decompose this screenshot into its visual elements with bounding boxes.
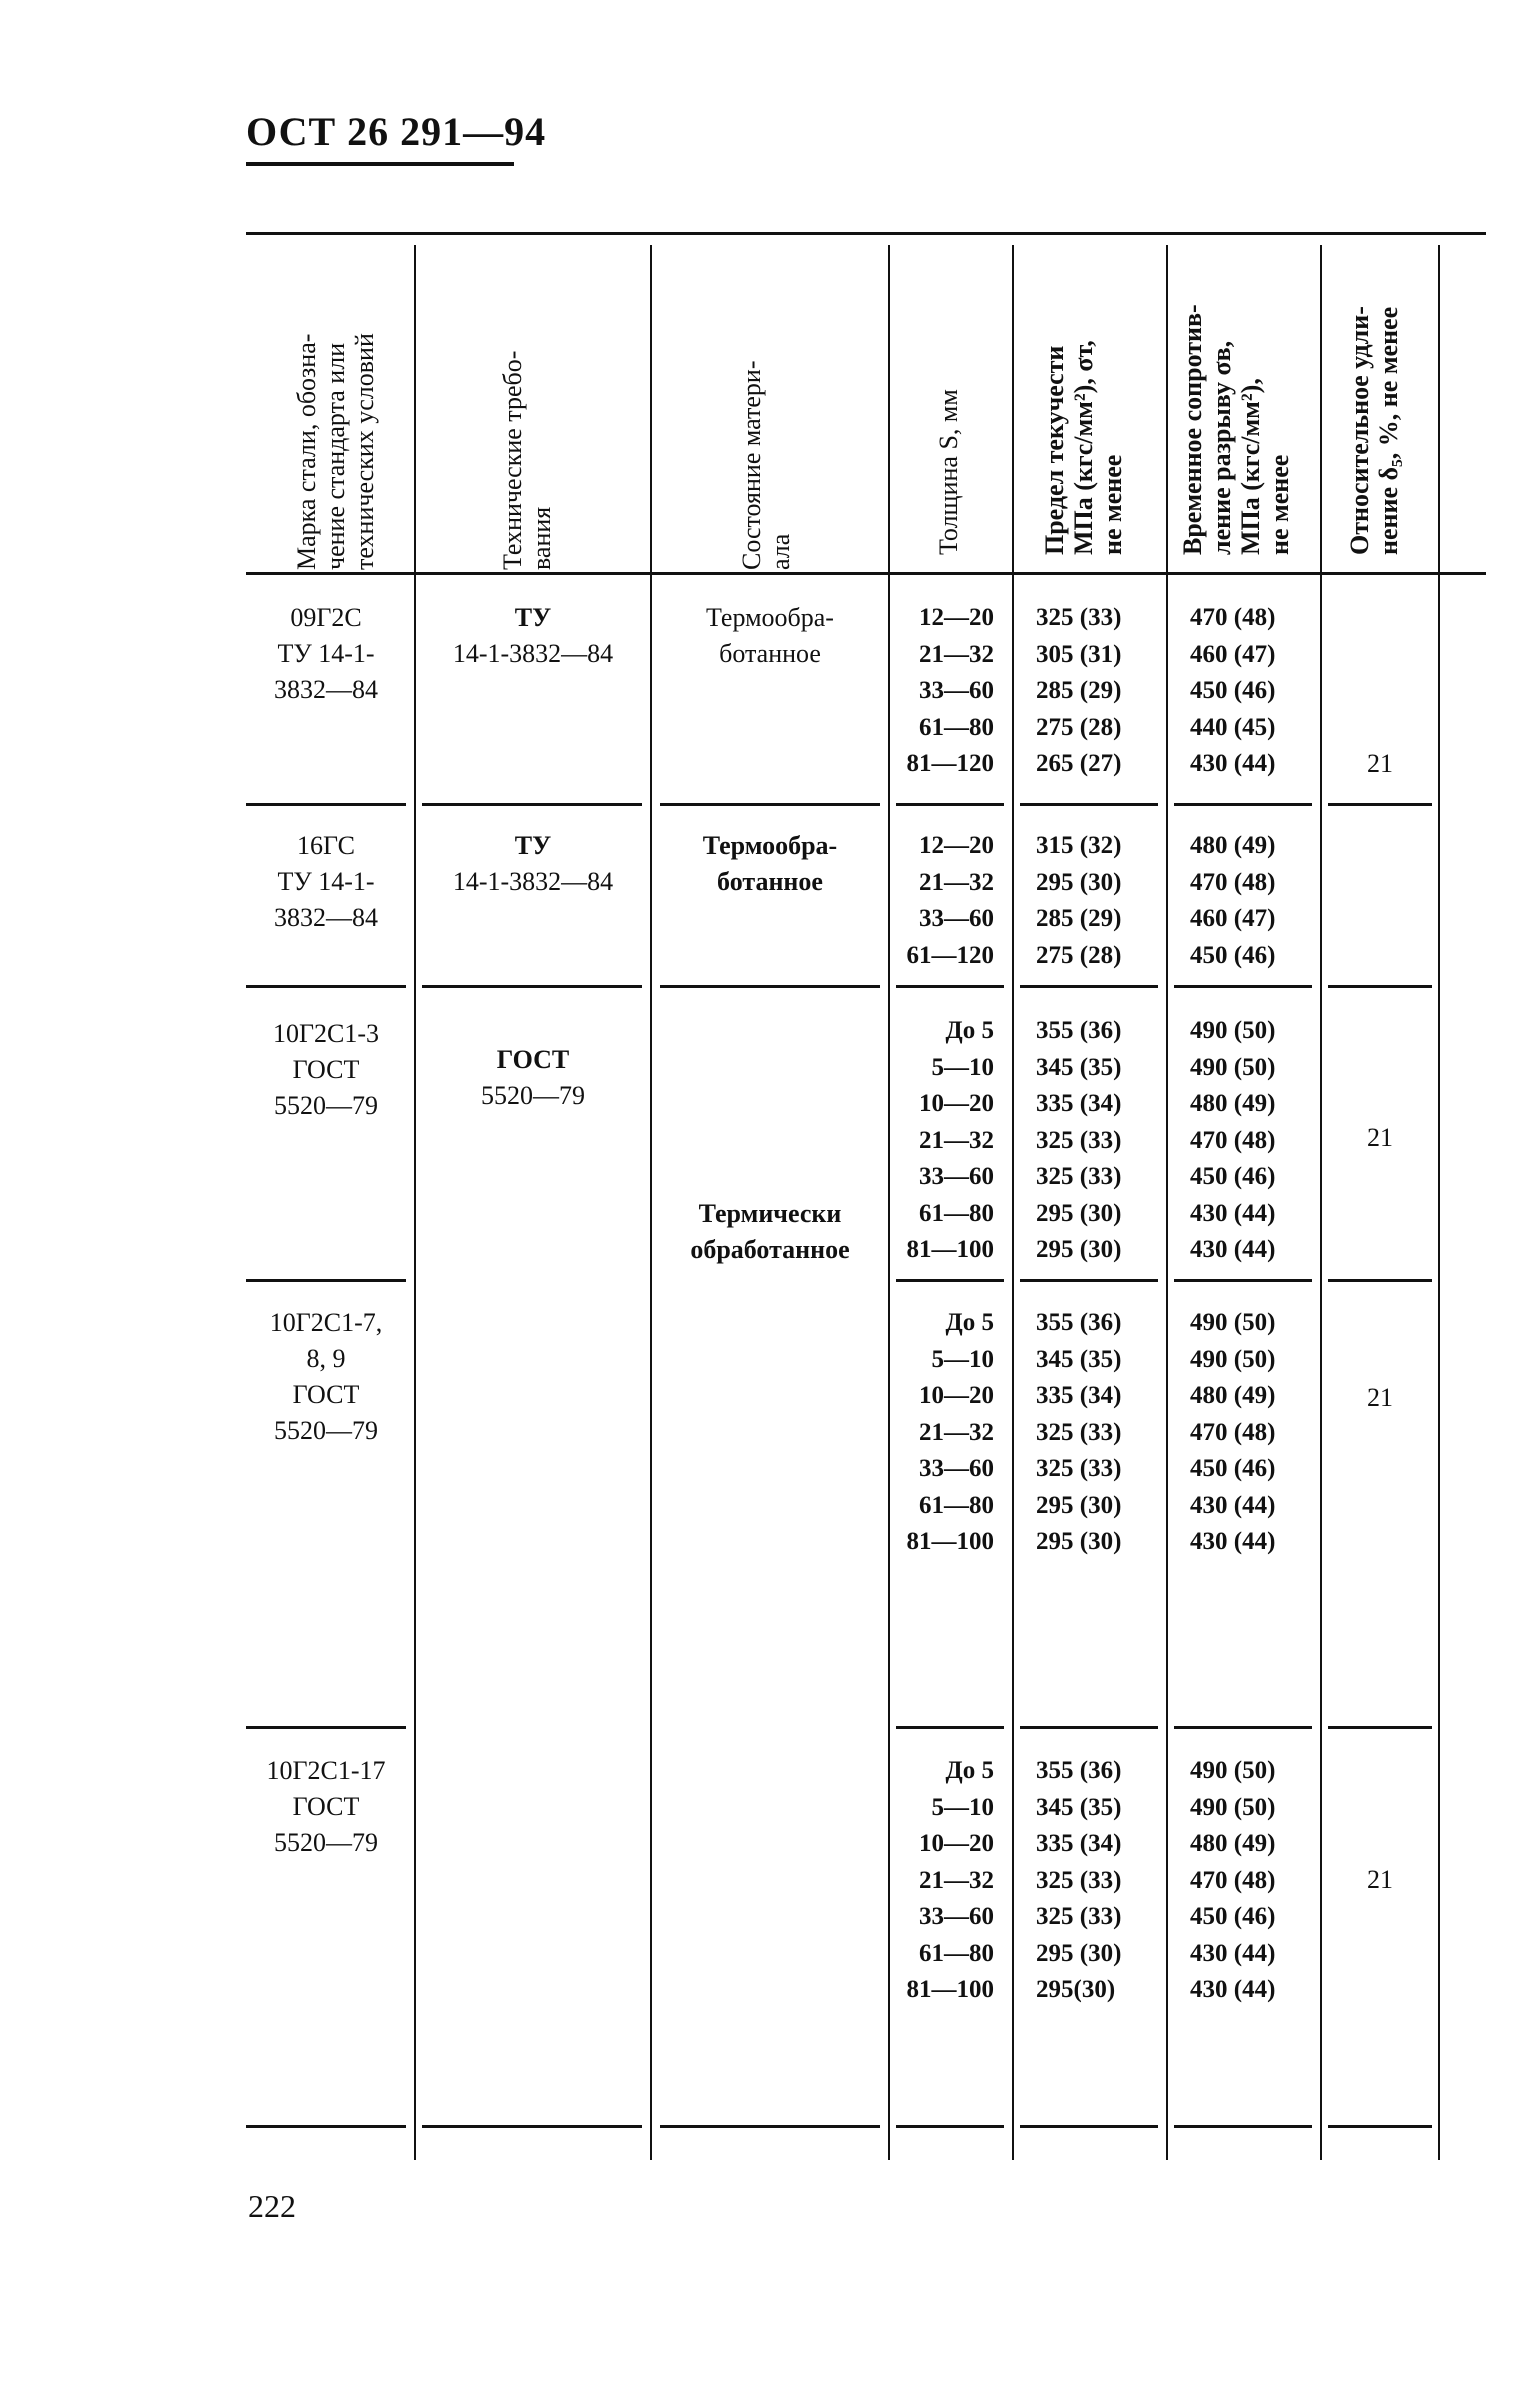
header-grade: Марка стали, обозна- чение стандарта или технических условий <box>292 333 379 570</box>
thickness-cell: До 5 5—10 10—20 21—32 33—60 61—80 81—100 <box>906 1017 994 1263</box>
column-divider <box>1438 245 1440 2160</box>
thickness-cell: 12—20 21—32 33—60 61—120 <box>906 832 994 969</box>
steel-grade-cell: 09Г2С ТУ 14-1- 3832—84 <box>274 603 378 704</box>
column-divider <box>1166 245 1168 2160</box>
steel-grade-cell: 16ГС ТУ 14-1- 3832—84 <box>274 831 378 932</box>
header-elongation: Относительное удли- нение δ₅, %, не менее <box>1345 306 1403 555</box>
elongation-cell: 21 <box>1367 1383 1393 1412</box>
column-divider <box>1012 245 1014 2160</box>
condition-cell: Термообра- ботанное <box>702 831 838 896</box>
elongation-cell: 21 <box>1367 749 1393 778</box>
header-requirements: Технические требо- вания <box>498 350 556 570</box>
thickness-cell: До 5 5—10 10—20 21—32 33—60 61—80 81—100 <box>906 1757 994 2003</box>
tensile-strength-cell: 490 (50) 490 (50) 480 (49) 470 (48) 450 (46) 430 (44) 430 (44) <box>1190 1309 1276 1555</box>
tensile-strength-cell: 490 (50) 490 (50) 480 (49) 470 (48) 450 (46) 430 (44) 430 (44) <box>1190 1757 1276 2003</box>
requirements-cell: ТУ 14-1-3832—84 <box>452 831 614 896</box>
tensile-strength-cell: 470 (48) 460 (47) 450 (46) 440 (45) 430 (44) <box>1190 604 1276 777</box>
document-code: ОСТ 26 291—94 <box>246 109 547 154</box>
elongation-cell: 21 <box>1367 1865 1393 1894</box>
yield-strength-cell: 325 (33) 305 (31) 285 (29) 275 (28) 265 (27) <box>1036 604 1122 777</box>
steel-grade-cell: 10Г2С1-7, 8, 9 ГОСТ 5520—79 <box>269 1308 383 1445</box>
page-number: 222 <box>248 2188 296 2224</box>
header-tensile-strength: Временное сопротив- ление разрыву σв, МПа (кгс/мм²), не менее <box>1178 304 1294 555</box>
tensile-strength-cell: 480 (49) 470 (48) 460 (47) 450 (46) <box>1190 832 1276 969</box>
document-code-underline <box>246 162 514 166</box>
steel-grade-cell: 10Г2С1-3 ГОСТ 5520—79 <box>272 1019 380 1120</box>
yield-strength-cell: 355 (36) 345 (35) 335 (34) 325 (33) 325 (33) 295 (30) 295 (30) <box>1036 1309 1122 1555</box>
elongation-cell: 21 <box>1367 1123 1393 1152</box>
yield-strength-cell: 355 (36) 345 (35) 335 (34) 325 (33) 325 (33) 295 (30) 295(30) <box>1036 1757 1122 2003</box>
column-divider <box>414 245 416 2160</box>
thickness-cell: До 5 5—10 10—20 21—32 33—60 61—80 81—100 <box>906 1309 994 1555</box>
steel-grade-cell: 10Г2С1-17 ГОСТ 5520—79 <box>266 1756 386 1857</box>
table-top-rule <box>246 232 1486 235</box>
header-yield-strength: Предел текучести МПа (кгс/мм²), σт, не менее <box>1040 340 1127 555</box>
header-thickness: Толщина S, мм <box>934 389 963 555</box>
condition-cell: Термически обработанное <box>690 1199 850 1264</box>
yield-strength-cell: 355 (36) 345 (35) 335 (34) 325 (33) 325 (33) 295 (30) 295 (30) <box>1036 1017 1122 1263</box>
condition-cell: Термообра- ботанное <box>706 603 834 668</box>
yield-strength-cell: 315 (32) 295 (30) 285 (29) 275 (28) <box>1036 832 1122 969</box>
requirements-cell: ГОСТ 5520—79 <box>481 1045 585 1110</box>
header-bottom-rule <box>246 572 1486 575</box>
requirements-cell: ТУ 14-1-3832—84 <box>452 603 614 668</box>
tensile-strength-cell: 490 (50) 490 (50) 480 (49) 470 (48) 450 (46) 430 (44) 430 (44) <box>1190 1017 1276 1263</box>
thickness-cell: 12—20 21—32 33—60 61—80 81—120 <box>906 604 994 777</box>
header-condition: Состояние матери- ала <box>737 360 795 570</box>
